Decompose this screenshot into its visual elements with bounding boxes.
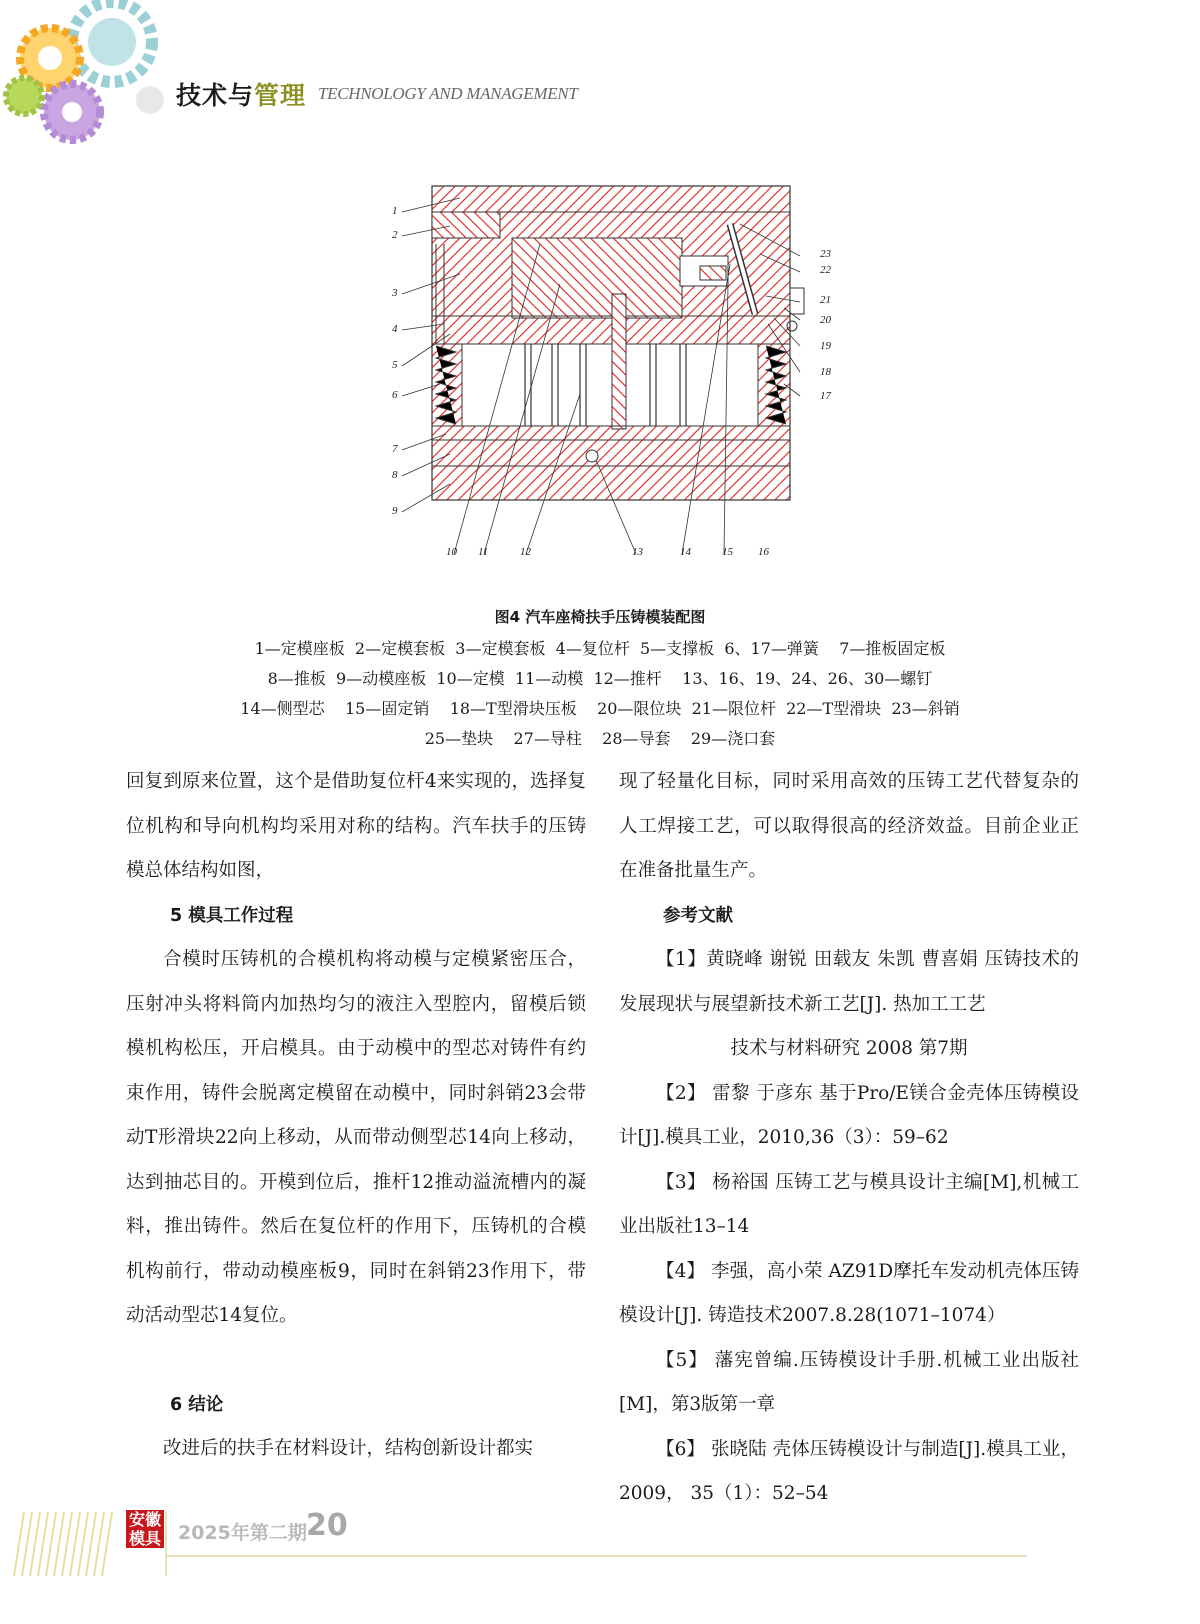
label-15: 15 xyxy=(722,546,733,558)
assembly-drawing xyxy=(400,184,840,564)
label-19: 19 xyxy=(820,340,831,352)
page-number: 20 xyxy=(306,1508,348,1543)
label-6: 6 xyxy=(392,389,398,401)
paragraph: 改进后的扶手在材料设计，结构创新设计都实 xyxy=(163,1438,534,1459)
label-3: 3 xyxy=(392,287,398,299)
header-subtitle: TECHNOLOGY AND MANAGEMENT xyxy=(318,84,578,103)
label-17: 17 xyxy=(820,390,831,402)
footer-divider xyxy=(165,1512,167,1576)
left-column xyxy=(126,760,586,1472)
gears-decoration xyxy=(0,0,175,160)
label-21: 21 xyxy=(820,294,831,306)
header-title-part1: 技术与 xyxy=(176,81,255,110)
label-14: 14 xyxy=(680,546,691,558)
label-20: 20 xyxy=(820,314,831,326)
journal-logo xyxy=(126,1510,164,1548)
header-title-part2: 管理 xyxy=(254,81,307,110)
label-22: 22 xyxy=(820,264,831,276)
paragraph: 回复到原来位置，这个是借助复位杆4来实现的，选择复位机构和导向机构均采用对称的结构。汽车扶手的压铸模总体结构如图， xyxy=(126,771,586,881)
section-heading-6: 6 结论 xyxy=(170,1394,224,1415)
figure-legend-line: 14—侧型芯 15—固定销 18—T型滑块压板 20—限位块 21—限位杆 22—T型滑块 23—斜销 xyxy=(240,699,960,718)
reference-item: 【6】 张晓陆 壳体压铸模设计与制造[J].模具工业，2009， 35（1）：52–54 xyxy=(619,1438,1079,1504)
paragraph: 现了轻量化目标，同时采用高效的压铸工艺代替复杂的人工焊接工艺，可以取得很高的经济效益。目前企业正在准备批量生产。 xyxy=(619,771,1079,881)
logo-line-1: 安徽 xyxy=(128,1510,161,1529)
label-10: 10 xyxy=(446,546,457,558)
figure-legend-line: 25—垫块 27—导柱 28—导套 29—浇口套 xyxy=(424,729,776,748)
logo-line-2: 模具 xyxy=(128,1529,161,1548)
issue-label: 2025年第二期 xyxy=(178,1522,307,1544)
references-heading: 参考文献 xyxy=(663,905,733,926)
reference-item: 【1】黄晓峰 谢锐 田载友 朱凯 曹喜娟 压铸技术的发展现状与展望新技术新工艺[J]. 热加工工艺 xyxy=(619,949,1079,1015)
reference-item: 【4】 李强，高小荣 AZ91D摩托车发动机壳体压铸模设计[J]. 铸造技术2007.8.28(1071–1074） xyxy=(619,1260,1079,1326)
reference-item: 【5】 藩宪曾编.压铸模设计手册.机械工业出版社[M]，第3版第一章 xyxy=(619,1349,1079,1415)
footer-rule xyxy=(165,1555,1027,1557)
figure-legend-line: 1—定模座板 2—定模套板 3—定模套板 4—复位杆 5—支撑板 6、17—弹簧 7—推板固定板 xyxy=(254,639,946,658)
label-18: 18 xyxy=(820,366,831,378)
right-column xyxy=(619,760,1079,1517)
label-8: 8 xyxy=(392,469,398,481)
label-9: 9 xyxy=(392,505,398,517)
label-7: 7 xyxy=(392,443,398,455)
label-1: 1 xyxy=(392,205,398,217)
label-12: 12 xyxy=(520,546,531,558)
label-5: 5 xyxy=(392,359,398,371)
figure-caption: 图4 汽车座椅扶手压铸模装配图 xyxy=(494,608,706,626)
figure-legend-line: 8—推板 9—动模座板 10—定模 11—动模 12—推杆 13、16、19、24、26、30—螺钉 xyxy=(267,669,933,688)
footer-stripes xyxy=(10,1512,120,1576)
label-2: 2 xyxy=(392,229,398,241)
paragraph: 合模时压铸机的合模机构将动模与定模紧密压合，压射冲头将料筒内加热均匀的液注入型腔内，留模后锁模机构松压，开启模具。由于动模中的型芯对铸件有约束作用，铸件会脱离定模留在动模中，同时斜销23会带动T形滑块22向上移动，从而带动侧型芯14向上移动，达到抽芯目的。开模到位后，推杆12推动溢流槽内的凝料，推出铸件。然后在复位杆的作用下，压铸机的合模机构前行，带动动模座板9，同时在斜销23作用下，带动活动型芯14复位。 xyxy=(126,949,586,1326)
label-11: 11 xyxy=(478,546,489,558)
reference-item: 技术与材料研究 2008 第7期 xyxy=(730,1038,968,1059)
reference-item: 【3】 杨裕国 压铸工艺与模具设计主编[M],机械工业出版社13–14 xyxy=(619,1171,1079,1237)
section-heading-5: 5 模具工作过程 xyxy=(170,905,294,926)
header-title xyxy=(176,76,306,112)
label-4: 4 xyxy=(392,323,398,335)
label-13: 13 xyxy=(632,546,643,558)
label-23: 23 xyxy=(820,248,831,260)
reference-item: 【2】 雷黎 于彦东 基于Pro/E镁合金壳体压铸模设计[J].模具工业，2010,36（3）：59–62 xyxy=(619,1082,1079,1148)
label-16: 16 xyxy=(758,546,769,558)
